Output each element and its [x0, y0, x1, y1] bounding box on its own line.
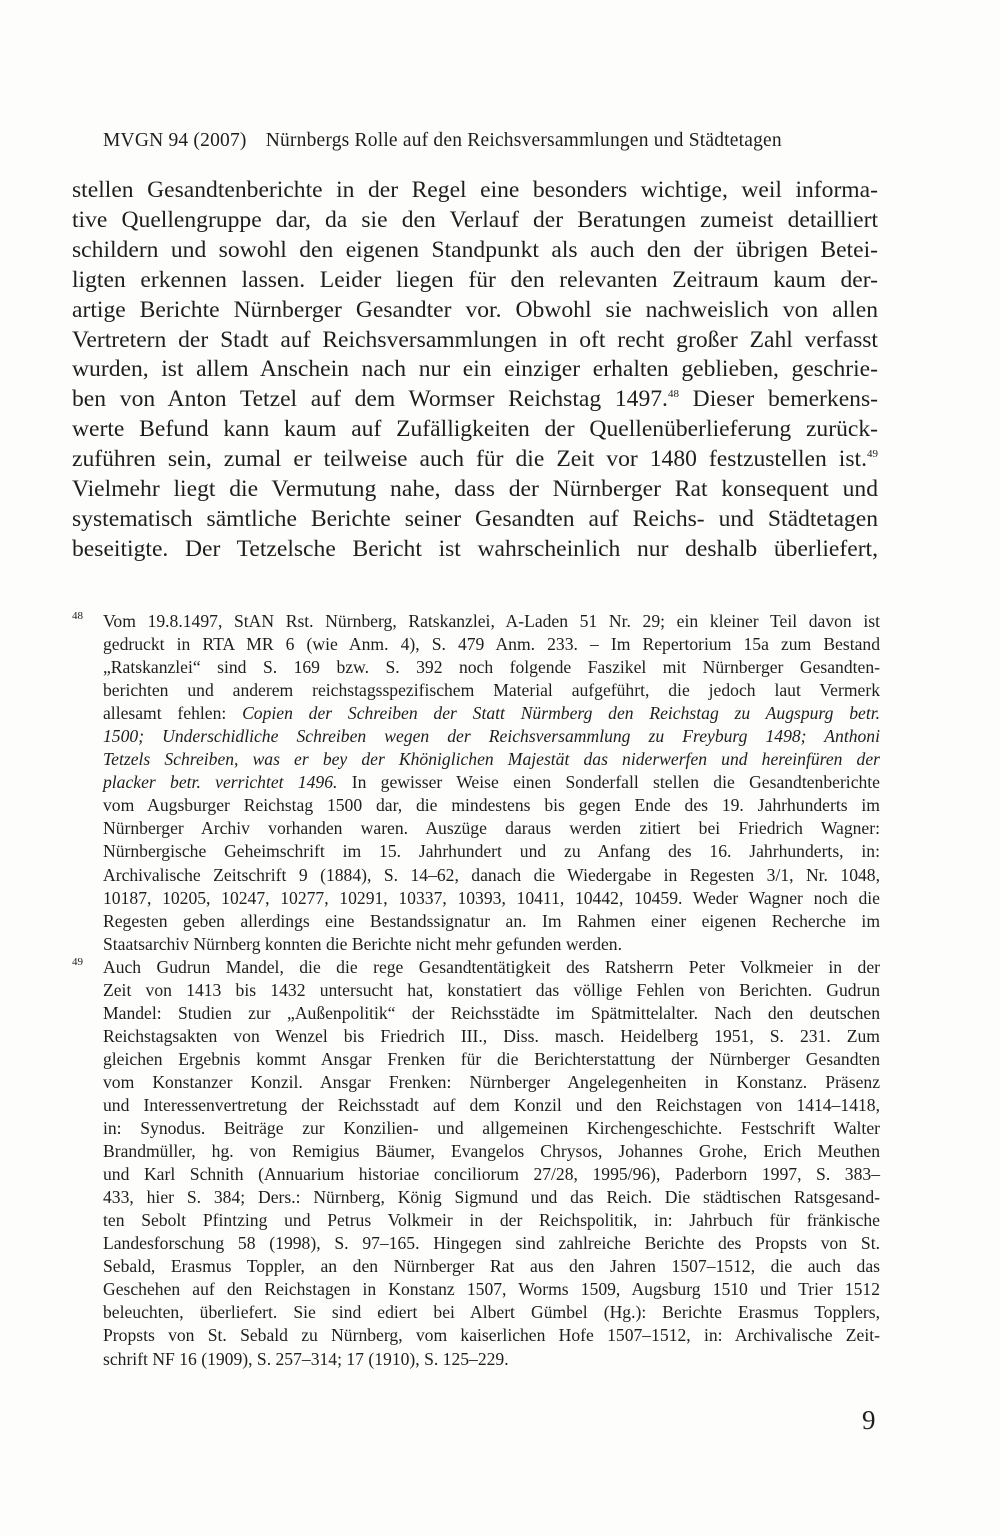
running-title: Nürnbergs Rolle auf den Reichsversammlungen und Städtetagen [265, 130, 782, 151]
footnotes-section [72, 610, 880, 1371]
footnote-line: ten Sebolt Pfintzing und Petrus Volkmeir in der Reichspolitik, in: Jahrbuch für fränkische [103, 1210, 880, 1231]
running-head [103, 130, 883, 152]
footnote-line: Archivalische Zeitschrift 9 (1884), S. 14–62, danach die Wiedergabe in Regesten 3/1, Nr. 1048, [103, 864, 880, 885]
footnote-line: „Ratskanzlei“ sind S. 169 bzw. S. 392 noch folgende Faszikel mit Nürnberger Gesandten- [103, 657, 880, 678]
text-segment: allesamt fehlen: [103, 703, 243, 724]
text-line: schildern und sowohl den eigenen Standpunkt als auch den der übrigen Betei- [72, 236, 878, 263]
footnote-line: schrift NF 16 (1909), S. 257–314; 17 (1910), S. 125–229. [103, 1348, 509, 1369]
italic-title: placker betr. verrichtet 1496. [103, 772, 338, 793]
footnote-line: 433, hier S. 384; Ders.: Nürnberg, König Sigmund und das Reich. Die städtischen Ratsgesand- [103, 1187, 880, 1208]
footnote-line [103, 771, 880, 794]
footnote-line: Mandel: Studien zur „Außenpolitik“ der Reichsstädte im Spätmittelalter. Nach den deutschen [103, 1002, 880, 1023]
footnote-line [103, 702, 880, 725]
text-line: werte Befund kann kaum auf Zufälligkeiten der Quellenüberlieferung zurück- [72, 416, 878, 443]
footnote-line: Zeit von 1413 bis 1432 untersucht hat, konstatiert das völlige Fehlen von Berichten. Gudrun [103, 979, 880, 1000]
footnote-line: Propsts von St. Sebald zu Nürnberg, vom kaiserlichen Hofe 1507–1512, in: Archivalische Zeit- [103, 1325, 880, 1346]
footnote-line: Nürnberger Archiv vorhanden waren. Auszüge daraus werden zitiert bei Friedrich Wagner: [103, 818, 880, 839]
footnote-ref-48[interactable]: 48 [667, 388, 679, 401]
footnote-number: 49 [72, 955, 83, 968]
text-line: beseitigte. Der Tetzelsche Bericht ist wahrscheinlich nur deshalb überliefert, [72, 535, 878, 562]
footnote-line [103, 725, 880, 748]
text-line-with-footnote-ref [72, 385, 878, 415]
footnote-ref-49[interactable]: 49 [867, 448, 878, 461]
footnote-line: Staatsarchiv Nürnberg konnten die Berichte nicht mehr gefunden werden. [103, 933, 623, 954]
footnote-number: 48 [72, 610, 83, 622]
italic-title: Tetzels Schreiben, was er bey der Khöniglichen Majestät das niderwerfen und hereinfüren der [103, 749, 880, 770]
footnote-48 [72, 610, 880, 956]
text-line: wurden, ist allem Anschein nach nur ein einziger erhalten geblieben, geschrie- [72, 356, 878, 383]
footnote-line: Reichstagsakten von Wenzel bis Friedrich III., Diss. masch. Heidelberg 1951, S. 231. Zum [103, 1025, 880, 1046]
footnote-line [103, 748, 880, 771]
text-line-with-footnote-ref [72, 445, 878, 475]
footnote-line: Vom 19.8.1497, StAN Rst. Nürnberg, Ratskanzlei, A-Laden 51 Nr. 29; ein kleiner Teil davon ist [103, 611, 880, 631]
footnote-line: Sebald, Erasmus Toppler, an den Nürnberger Rat aus den Jahren 1507–1512, die auch das [103, 1256, 880, 1277]
footnote-line: und Interessenvertretung der Reichsstadt auf dem Konzil und den Reichstagen von 1414–1418, [103, 1094, 880, 1115]
footnote-line: Landesforschung 58 (1998), S. 97–165. Hingegen sind zahlreiche Berichte des Propsts von St. [103, 1233, 880, 1254]
footnote-line: in: Synodus. Beiträge zur Konzilien- und allgemeinen Kirchengeschichte. Festschrift Walter [103, 1118, 880, 1139]
text-line: stellen Gesandtenberichte in der Regel eine besonders wichtige, weil informa- [72, 177, 878, 203]
text-segment: In gewisser Weise einen Sonderfall stellen die Gesandtenberichte [337, 772, 880, 793]
footnote-line: Brandmüller, hg. von Remigius Bäumer, Evangelos Chrysos, Johannes Grohe, Erich Meuthen [103, 1141, 880, 1162]
footnote-line: vom Konstanzer Konzil. Ansgar Frenken: Nürnberger Angelegenheiten in Konstanz. Präsenz [103, 1071, 880, 1092]
text-line: ligten erkennen lassen. Leider liegen für den relevanten Zeitraum kaum der- [72, 266, 878, 293]
footnote-line: gleichen Ergebnis kommt Ansgar Frenken für die Berichterstattung der Nürnberger Gesandten [103, 1048, 880, 1069]
text-line: Vertretern der Stadt auf Reichsversammlungen in oft recht großer Zahl verfasst [72, 326, 878, 353]
main-text [72, 176, 878, 565]
footnote-line: Geschehen auf den Reichstagen in Konstanz 1507, Worms 1509, Augsburg 1510 und Trier 1512 [103, 1279, 880, 1300]
footnote-line: Regesten geben allerdings eine Bestandssignatur an. Im Rahmen einer eigenen Recherche im [103, 910, 880, 931]
footnote-line: vom Augsburger Reichstag 1500 dar, die mindestens bis gegen Ende des 19. Jahrhunderts im [103, 795, 880, 816]
text-segment: zuführen sein, zumal er teilweise auch für die Zeit vor 1480 festzustellen ist. [72, 446, 867, 473]
text-line: tive Quellengruppe dar, da sie den Verlauf der Beratungen zumeist detailliert [72, 206, 878, 233]
journal-reference: MVGN 94 (2007) [103, 130, 247, 151]
footnote-line: 10187, 10205, 10247, 10277, 10291, 10337, 10393, 10411, 10442, 10459. Weder Wagner noch die [103, 887, 880, 908]
footnote-line: gedruckt in RTA MR 6 (wie Anm. 4), S. 479 Anm. 233. – Im Repertorium 15a zum Bestand [103, 634, 880, 655]
text-line: Vielmehr liegt die Vermutung nahe, dass der Nürnberger Rat konsequent und [72, 476, 878, 503]
text-segment: Dieser bemerkens- [678, 386, 879, 413]
page-number: 9 [862, 1405, 876, 1435]
footnote-line: Nürnbergische Geheimschrift im 15. Jahrhundert und zu Anfang des 16. Jahrhunderts, in: [103, 841, 880, 862]
footnote-line: Auch Gudrun Mandel, die die rege Gesandtentätigkeit des Ratsherrn Peter Volkmeier in der [103, 956, 880, 977]
footnote-line: beleuchten, überliefert. Sie sind ediert bei Albert Gümbel (Hg.): Berichte Erasmus Topplers, [103, 1302, 880, 1323]
italic-title: Copien der Schreiben der Statt Nürmberg den Reichstag zu Augspurg betr. [242, 703, 880, 724]
text-line: artige Berichte Nürnberger Gesandter vor. Obwohl sie nachweislich von allen [72, 296, 878, 323]
text-line: systematisch sämtliche Berichte seiner Gesandten auf Reichs- und Städtetagen [72, 505, 878, 532]
footnote-line: berichten und anderem reichstagsspezifischem Material aufgeführt, die jedoch laut Vermerk [103, 680, 880, 701]
text-segment: ben von Anton Tetzel auf dem Wormser Reichstag 1497. [72, 386, 668, 413]
italic-title: 1500; Underschidliche Schreiben wegen der Reichsversammlung zu Freyburg 1498; Anthoni [103, 726, 880, 747]
footnote-49 [72, 956, 880, 1371]
footnote-line: und Karl Schnith (Annuarium historiae conciliorum 27/28, 1995/96), Paderborn 1997, S. 383– [103, 1164, 880, 1185]
